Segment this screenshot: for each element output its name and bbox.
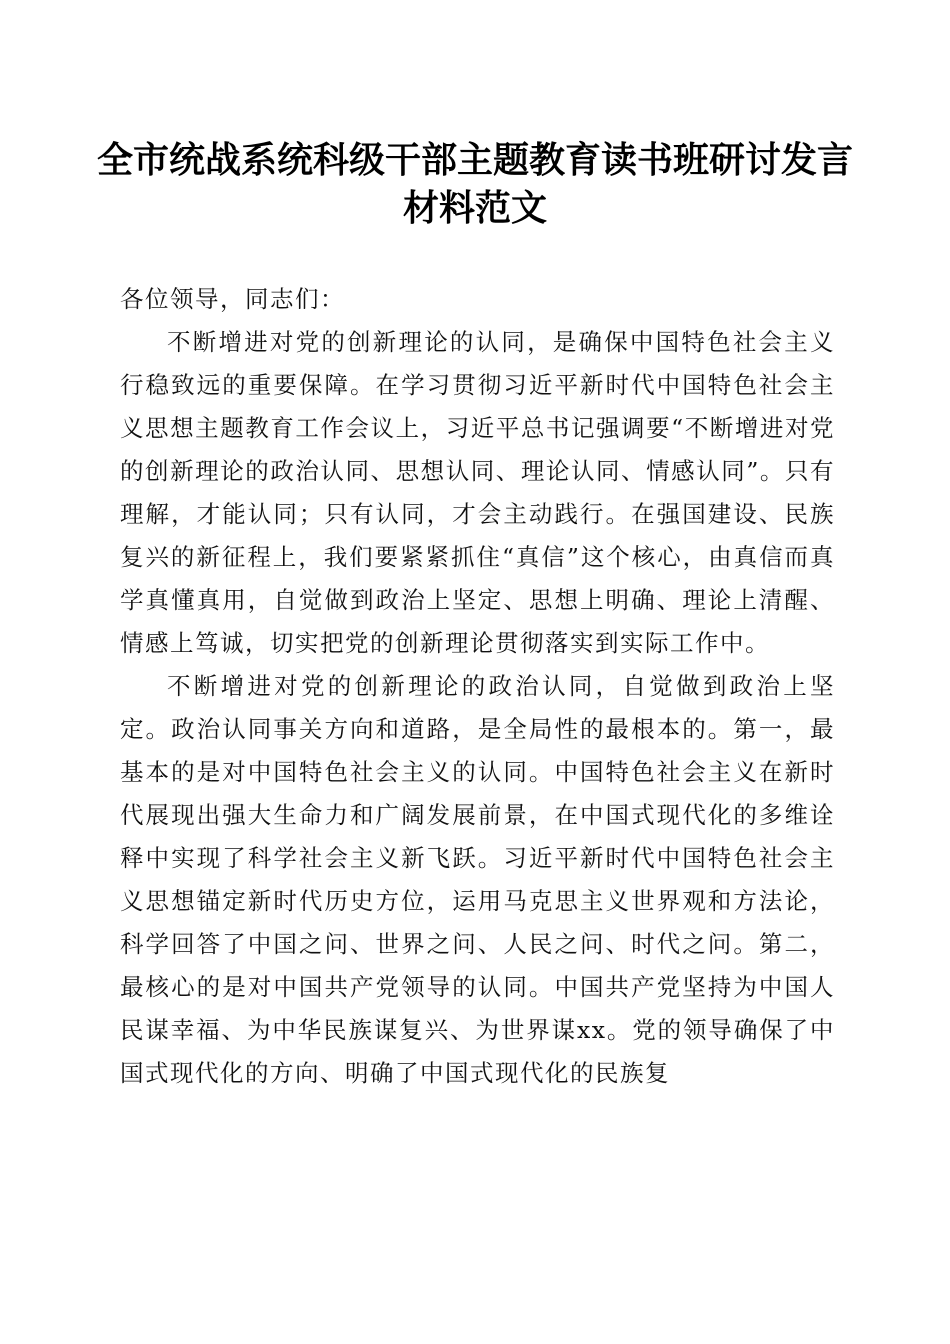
document-title: 全市统战系统科级干部主题教育读书班研讨发言材料范文 [96, 139, 853, 229]
paragraph-2: 不断增进对党的创新理论的政治认同，自觉做到政治上坚定。政治认同事关方向和道路，是全局性的最根本的。第一，最基本的是对中国特色社会主义的认同。中国特色社会主义在新时代展现出强大生命力和广阔发展前景，在中国式现代化的多维诠释中实现了科学社会主义新飞跃。习近平新时代中国特色社会主义思想锚定新时代历史方位，运用马克思主义世界观和方法论，科学回答了中国之问、世界之问、人民之问、时代之问。第二，最核心的是对中国共产党领导的认同。中国共产党坚持为中国人民谋幸福、为中华民族谋复兴、为世界谋xx。党的领导确保了中国式现代化的方向、明确了中国式现代化的民族复 [120, 672, 835, 1087]
paragraph-1: 不断增进对党的创新理论的认同，是确保中国特色社会主义行稳致远的重要保障。在学习贯彻习近平新时代中国特色社会主义思想主题教育工作会议上，习近平总书记强调要“不断增进对党的创新理论的政治认同、思想认同、理论认同、情感认同”。只有理解，才能认同；只有认同，才会主动践行。在强国建设、民族复兴的新征程上，我们要紧紧抓住“真信”这个核心，由真信而真学真懂真用，自觉做到政治上坚定、思想上明确、理论上清醒、情感上笃诚，切实把党的创新理论贯彻落实到实际工作中。 [120, 328, 835, 657]
salutation: 各位领导，同志们： [120, 285, 345, 313]
document-body [120, 278, 835, 1095]
